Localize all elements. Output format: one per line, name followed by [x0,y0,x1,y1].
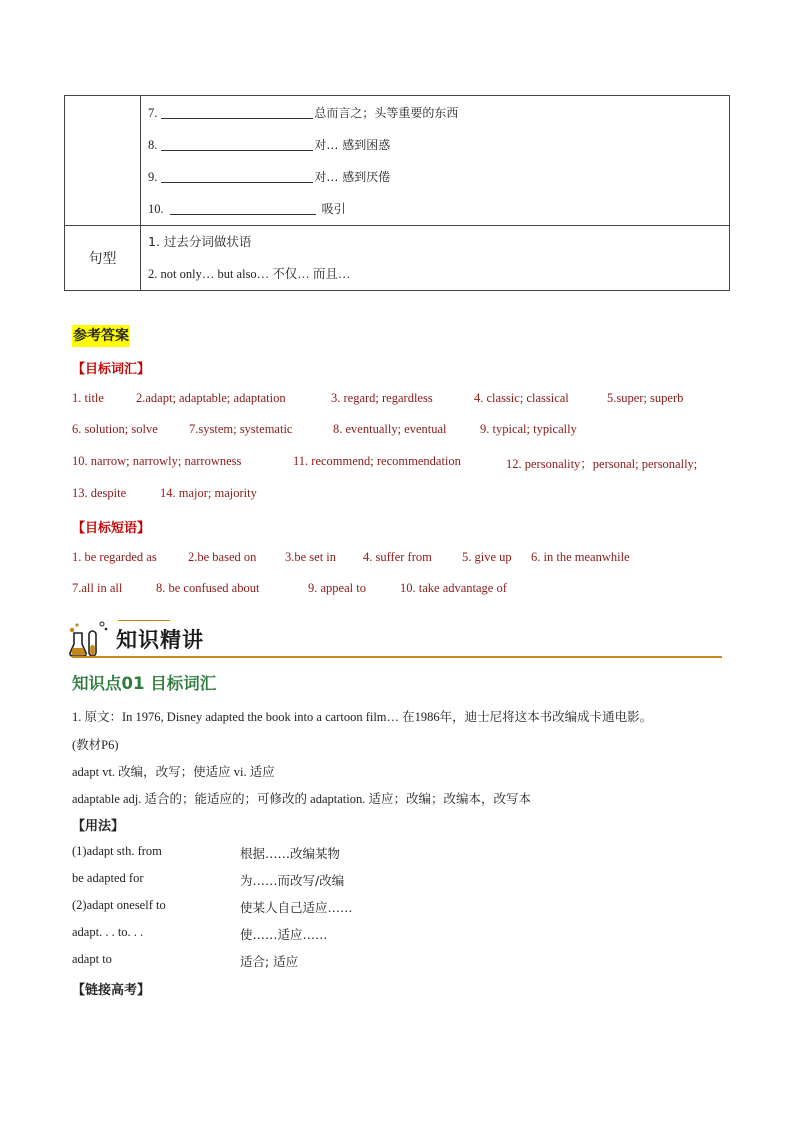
section-rule-short [118,620,170,621]
knowledge-point-title: 知识点01 目标词汇 [72,674,217,693]
link-exam-header: 【链接高考】 [72,983,151,998]
source-sentence: 1. 原文：In 1976, Disney adapted the book into a cartoon film… 在1986年，迪士尼将这本书改编成卡通电影。 [72,710,653,724]
answer-blank[interactable] [161,168,313,183]
usage-cn: 适合; 适应 [240,954,299,969]
section-rule [72,656,722,658]
usage-en: be adapted for [72,871,144,885]
blank-row-9: 9. 对… 感到厌倦 [148,170,391,184]
usage-en: adapt to [72,952,112,966]
answer-blank[interactable] [161,136,313,151]
sentence-label: 句型 [65,226,141,291]
definition-line: adapt vt. 改编，改写；使适应 vi. 适应 [72,765,275,779]
phrase-blank-cell [141,96,730,226]
usage-cn: 为……而改写/改编 [240,873,345,888]
vocab-answer-header: 【目标词汇】 [72,362,151,377]
blank-row-7: 7. 总而言之；头等重要的东西 [148,106,459,120]
answer-blank[interactable] [161,104,313,119]
usage-en: (1)adapt sth. from [72,844,162,858]
blank-row-10: 10. 吸引 [148,202,346,216]
usage-cn: 使……适应…… [240,927,328,942]
definition-line: adaptable adj. 适合的；能适应的；可修改的 adaptation. 适应；改编；改编本，改写本 [72,792,531,806]
usage-cn: 使某人自己适应…… [240,900,353,915]
document-page: 7. 总而言之；头等重要的东西 8. 对… 感到困惑 9. 对… 感到厌倦 10. 吸引 句型 1. 过去分词做状语 2. not only… but also… 不仅… 而且… 参考答案 【目标词汇】 1. title 2.adapt; adaptable; adaptation 3. regard; regardless 4. classic; classical 5.super; superb 6. solution; solve 7.system; systematic 8. eventually; eventual 9. typical; typically 10. narrow; narrowly; narrowness 11. recommend; recommendation 12. personality；personal; personally; 13. despite 14. major; majority 【目标短语】 1. be regarded as 2.be based on 3.be set in 4. suffer from 5. give up 6. in the meanwhile 7.all in all 8. be confused about 9. appeal to 10. take advantage of 知识精讲 知识点01 目标词汇 1. 原文：In 1976, Disney adapted the book into a cartoon film… 在1986年，迪士尼将这本书改编成卡通电影。 (教材P6) adapt vt. 改编，改写；使适应 vi. 适应 adaptable adj. 适合的；能适应的；可修改的 adaptation. 适应；改编；改编本，改写本 【用法】 (1)adapt sth. from 根据……改编某物 be adapted for 为……而改写/改编 (2)adapt oneself to 使某人自己适应…… adapt. . . to. . . 使……适应…… adapt to 适合; 适应 【链接高考】 [0,0,794,1123]
answer-tag: 参考答案 [72,325,130,347]
answer-blank[interactable] [170,200,316,215]
flask-icon [68,617,112,657]
usage-en: adapt. . . to. . . [72,925,144,939]
usage-en: (2)adapt oneself to [72,898,166,912]
vocab-table [64,95,730,291]
sentence-cell [141,226,730,291]
table-empty-cell [65,96,141,226]
usage-cn: 根据……改编某物 [240,846,341,861]
blank-row-8: 8. 对… 感到困惑 [148,138,391,152]
source-reference: (教材P6) [72,738,119,752]
sentence-item: 1. 过去分词做状语 [148,234,252,249]
section-title: 知识精讲 [116,628,204,652]
phrase-answer-header: 【目标短语】 [72,521,151,536]
usage-header: 【用法】 [72,819,125,834]
sentence-item: 2. not only… but also… 不仅… 而且… [148,267,351,281]
